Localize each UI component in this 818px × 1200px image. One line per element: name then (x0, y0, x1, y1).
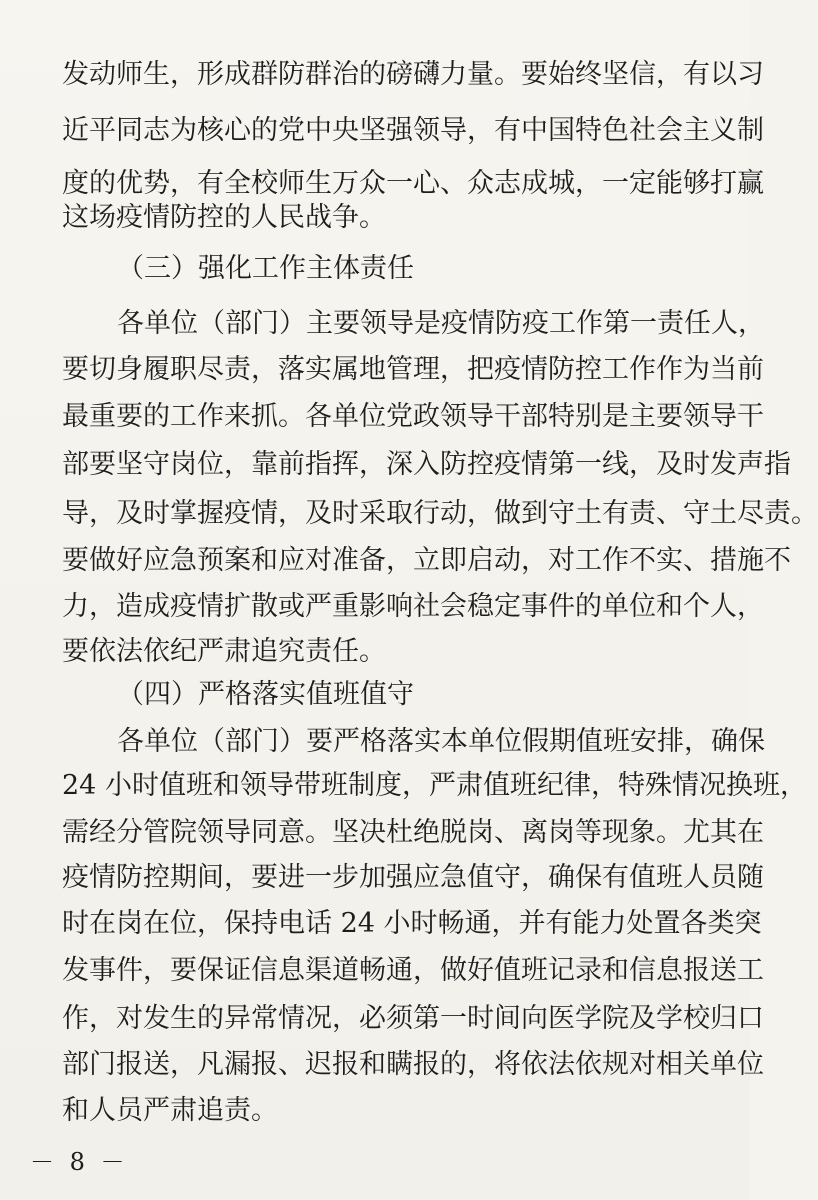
text-line: 发事件，要保证信息渠道畅通，做好值班记录和信息报送工 (62, 955, 764, 986)
text-line: 最重要的工作来抓。各单位党政领导干部特别是主要领导干 (62, 401, 764, 432)
section-heading-four: （四）严格落实值班值守 (117, 679, 414, 710)
page-number: － 8 － (30, 1148, 129, 1176)
text-line: 疫情防控期间，要进一步加强应急值守，确保有值班人员随 (62, 862, 764, 893)
text-line: 各单位（部门）主要领导是疫情防疫工作第一责任人， (117, 308, 765, 339)
text-line: 度的优势，有全校师生万众一心、众志成城，一定能够打赢 (62, 168, 764, 199)
text-line: 需经分管院领导同意。坚决杜绝脱岗、离岗等现象。尤其在 (62, 817, 764, 848)
text-line: 部要坚守岗位，靠前指挥，深入防控疫情第一线，及时发声指 (62, 449, 791, 480)
text-line: 导，及时掌握疫情，及时采取行动，做到守土有责、守土尽责。 (62, 498, 818, 529)
text-line: 这场疫情防控的人民战争。 (62, 202, 386, 233)
text-line: 要做好应急预案和应对准备，立即启动，对工作不实、措施不 (62, 545, 791, 576)
text-line: 作，对发生的异常情况，必须第一时间向医学院及学校归口 (62, 1003, 764, 1034)
text-line: 要切身履职尽责，落实属地管理，把疫情防控工作作为当前 (62, 354, 764, 385)
text-line: 部门报送，凡漏报、迟报和瞒报的，将依法依规对相关单位 (62, 1049, 764, 1080)
text-line: 时在岗在位，保持电话 24 小时畅通，并有能力处置各类突 (62, 908, 762, 939)
text-line: 力，造成疫情扩散或严重影响社会稳定事件的单位和个人， (62, 591, 764, 622)
section-heading-three: （三）强化工作主体责任 (117, 253, 414, 284)
text-line: 各单位（部门）要严格落实本单位假期值班安排，确保 (117, 726, 765, 757)
text-line: 发动师生，形成群防群治的磅礴力量。要始终坚信，有以习 (62, 59, 764, 90)
text-line: 要依法依纪严肃追究责任。 (62, 636, 386, 667)
text-line: 24 小时值班和领导带班制度，严肃值班纪律，特殊情况换班， (62, 770, 807, 801)
text-line: 近平同志为核心的党中央坚强领导，有中国特色社会主义制 (62, 115, 764, 146)
text-line: 和人员严肃追责。 (62, 1095, 278, 1126)
